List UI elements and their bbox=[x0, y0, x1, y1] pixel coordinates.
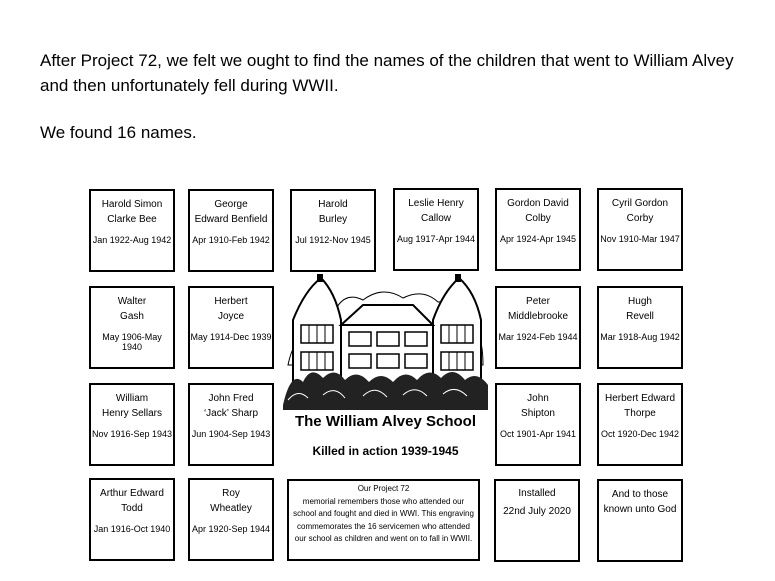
card-name: Harold Burley bbox=[318, 199, 348, 225]
card-dates: Apr 1910-Feb 1942 bbox=[192, 235, 270, 245]
card-name: John Fred ‘Jack’ Sharp bbox=[203, 393, 259, 419]
name-card bbox=[89, 189, 175, 272]
card-dates: Aug 1917-Apr 1944 bbox=[396, 234, 476, 244]
name-card bbox=[495, 383, 581, 466]
card-name: Walter Gash bbox=[117, 296, 147, 322]
name-card bbox=[188, 286, 274, 369]
name-card bbox=[597, 286, 683, 369]
school-subtitle: Killed in action 1939-1945 bbox=[312, 444, 459, 458]
card-name: Leslie Henry Callow bbox=[408, 198, 464, 224]
intro-paragraph: After Project 72, we felt we ought to find the names of the children that went to William Alvey and then unfortunately fell during WWII. bbox=[40, 51, 734, 95]
card-dates: Mar 1924-Feb 1944 bbox=[498, 332, 578, 342]
card-name: Roy Wheatley bbox=[210, 488, 252, 514]
card-dates: Mar 1918-Aug 1942 bbox=[600, 332, 680, 342]
school-title: The William Alvey School bbox=[294, 413, 477, 430]
card-name: Arthur Edward Todd bbox=[100, 488, 164, 514]
name-card bbox=[89, 286, 175, 369]
name-card bbox=[188, 478, 274, 561]
card-dates: Oct 1901-Apr 1941 bbox=[499, 429, 577, 439]
unknown-soldiers-box: And to those known unto God bbox=[597, 479, 683, 562]
card-dates: Jan 1916-Oct 1940 bbox=[93, 524, 171, 534]
name-card bbox=[89, 383, 175, 466]
card-name: Hugh Revell bbox=[626, 296, 654, 322]
card-dates: Nov 1916-Sep 1943 bbox=[91, 429, 173, 439]
card-dates: Jul 1912-Nov 1945 bbox=[295, 235, 371, 245]
card-name: Herbert Joyce bbox=[214, 296, 248, 322]
card-name: George Edward Benfield bbox=[194, 199, 268, 225]
card-dates: Apr 1924-Apr 1945 bbox=[499, 234, 577, 244]
card-name: John Shipton bbox=[521, 393, 555, 419]
card-dates: Oct 1920-Dec 1942 bbox=[600, 429, 680, 439]
name-card bbox=[188, 383, 274, 466]
name-card bbox=[393, 188, 479, 271]
card-name: Peter Middlebrooke bbox=[507, 296, 569, 322]
memorial-text-box: Our Project 72 memorial remembers those who attended our school and fought and died in WWI. This engraving commemorates the 16 servicemen who attended our school as children and went on to fall in WWII. bbox=[287, 479, 480, 561]
name-card bbox=[597, 383, 683, 466]
card-dates: Jun 1904-Sep 1943 bbox=[191, 429, 271, 439]
name-card bbox=[495, 188, 581, 271]
intro-count: We found 16 names. bbox=[40, 123, 197, 142]
card-name: Harold Simon Clarke Bee bbox=[101, 199, 163, 225]
card-name: William Henry Sellars bbox=[101, 393, 163, 419]
card-dates: May 1906-May 1940 bbox=[102, 332, 162, 352]
card-name: Cyril Gordon Corby bbox=[611, 198, 669, 224]
name-card bbox=[89, 478, 175, 561]
school-building-image bbox=[283, 270, 488, 465]
card-dates: May 1914-Dec 1939 bbox=[190, 332, 272, 342]
card-name: Herbert Edward Thorpe bbox=[604, 393, 676, 419]
name-card bbox=[290, 189, 376, 272]
card-name: Gordon David Colby bbox=[507, 198, 569, 224]
card-dates: Apr 1920-Sep 1944 bbox=[191, 524, 271, 534]
name-card bbox=[188, 189, 274, 272]
card-dates: Jan 1922-Aug 1942 bbox=[92, 235, 172, 245]
card-dates: Nov 1910-Mar 1947 bbox=[600, 234, 680, 244]
installed-box: Installed 22nd July 2020 bbox=[494, 479, 580, 562]
name-card bbox=[597, 188, 683, 271]
name-card bbox=[495, 286, 581, 369]
